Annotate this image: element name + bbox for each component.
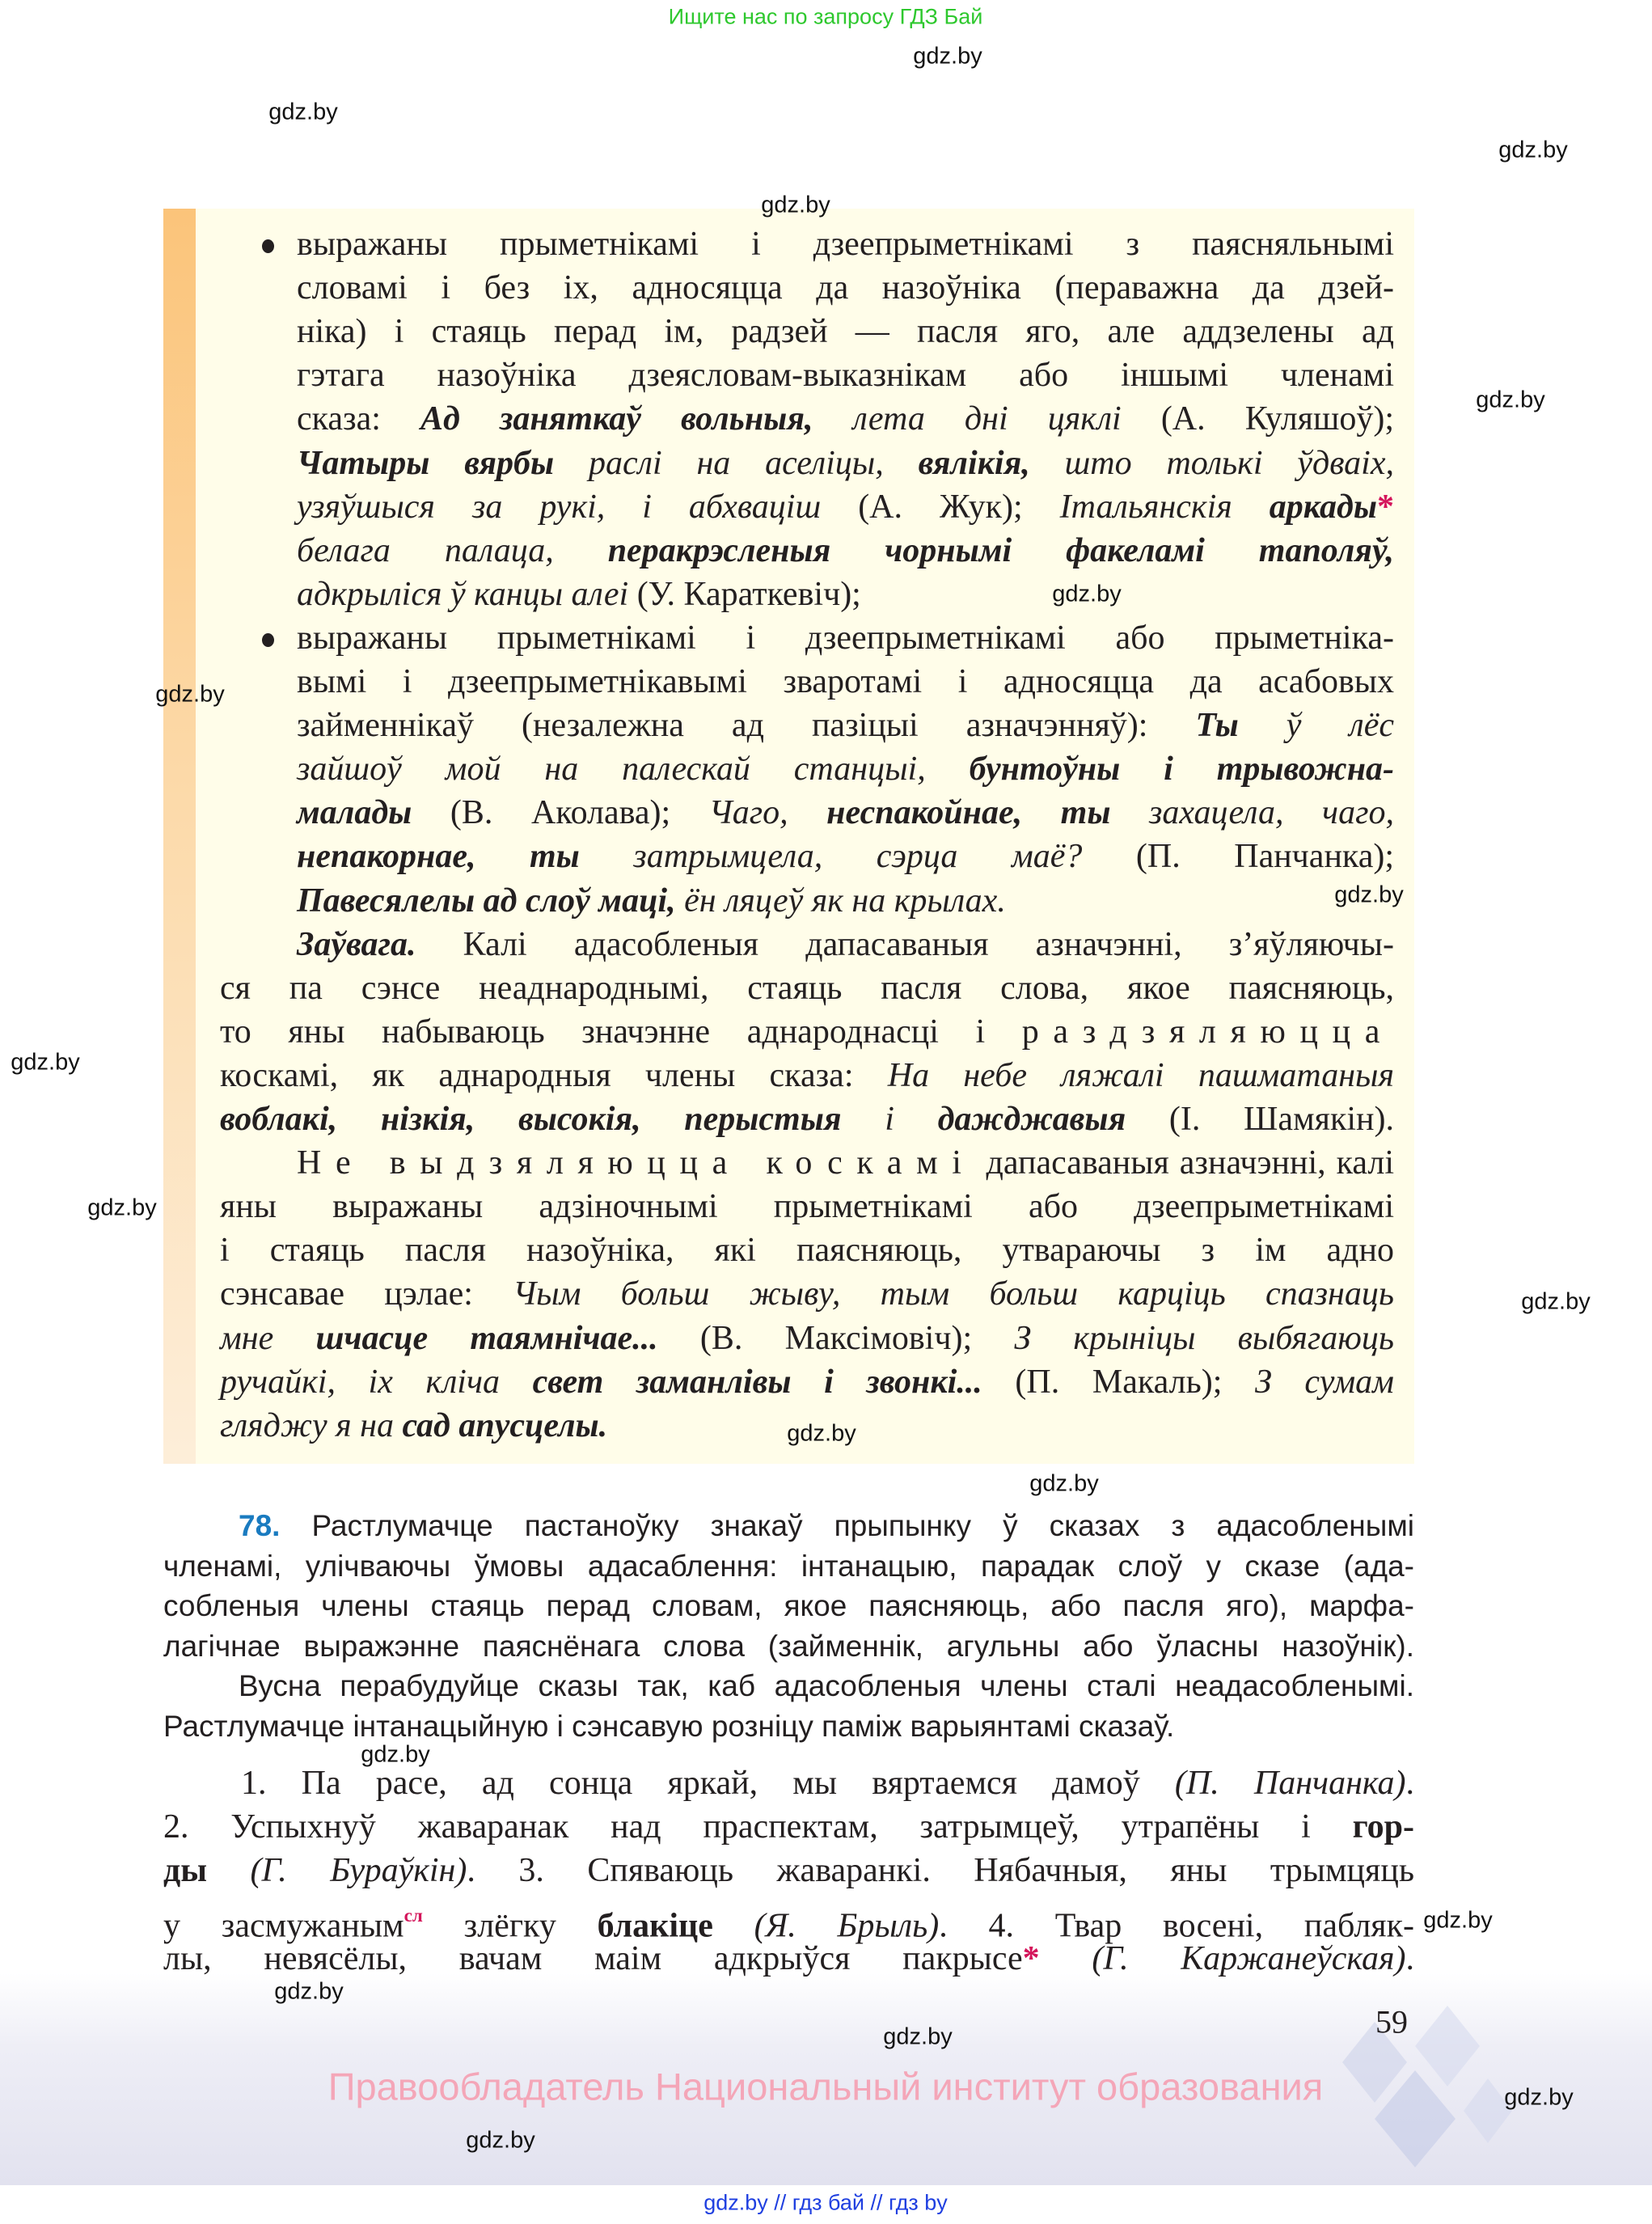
text-line [220,1185,1394,1228]
text-segment: зайшоў мой на палескай станцыі, [297,750,970,789]
text-segment: яны выражаны адзіночнымі прыметнікамі або дзеепрыметнікамі [220,1188,1394,1226]
text-segment: то яны набываюць значэнне аднароднасці і [220,1013,1022,1051]
gdz-watermark: gdz.by [11,1049,80,1076]
text-segment: коскамі, як аднародныя члены сказа: [220,1056,888,1094]
gdz-watermark: gdz.by [155,681,225,708]
gdz-watermark: gdz.by [1476,387,1545,413]
text-line [297,747,1394,791]
text-line [297,573,1394,616]
text-line [163,1706,1414,1747]
text-line [297,923,1394,966]
text-segment: раслі на аселіцы, [554,444,919,482]
gdz-watermark: gdz.by [268,99,338,125]
rule-box-accent-strip [163,209,196,1464]
gdz-watermark: gdz.by [913,43,982,70]
bullet-icon [262,633,274,647]
text-segment: З сумам [1255,1363,1394,1401]
text-segment: ся па сэнсе неаднароднымі, стаяць пасля слова, якое паясняюць, [220,969,1394,1007]
text-segment: выражаны прыметнікамі і дзеепрыметнікамі з паясняльнымі [297,226,1394,263]
text-segment: сказа: [297,400,421,438]
text-segment: (У. Караткевіч); [628,575,861,613]
text-segment: непакорнае, ты [297,838,580,876]
text-line [163,1893,1414,1945]
text-segment: воблакі, нізкія, высокія, перыстыя [220,1101,842,1138]
text-line [163,1937,1414,1981]
text-segment: бунтоўны і трывожна- [969,750,1394,789]
text-segment: вялікія, [918,444,1030,482]
decorative-diamonds-icon [1310,1998,1520,2184]
text-segment: перакрэсленыя чорнымі факеламі таполяў, [607,531,1394,569]
text-segment: Італьянскія [1059,488,1270,526]
text-line [239,1506,1414,1546]
gdz-watermark: gdz.by [1029,1470,1099,1497]
asterisk-mark: * [1022,1939,1040,1977]
text-line [297,835,1394,878]
text-segment: займеннікаў (незалежна ад пазіцыі азначэнняў): [297,707,1196,745]
text-line [297,529,1394,573]
gdz-watermark: gdz.by [1504,2084,1574,2111]
text-segment: у засмужаным [163,1907,404,1945]
text-line [163,1546,1414,1587]
text-line [297,442,1394,485]
text-line [220,1228,1394,1272]
text-segment: вымі і дзеепрыметнікавымі зваротамі і адносяцца да асабовых [297,663,1394,700]
text-segment: Ад заняткаў вольныя, [420,400,813,438]
text-segment: ручайкі, іх кліча [220,1363,533,1401]
text-line [297,485,1394,529]
text-line [220,1272,1394,1316]
text-segment: затрымцела, сэрца маё? [579,838,1083,876]
text-segment: Чым больш жыву, тым больш карціць спазнаць [513,1275,1394,1313]
asterisk-mark: * [1377,488,1394,526]
text-segment: 1. Па расе, ад сонца яркай, мы вяртаемся дамоў [241,1765,1175,1802]
text-segment: . 3. Спяваюць жаваранкі. Нябачныя, яны трымцяць [467,1852,1414,1890]
text-segment: членамі, улічваючы ўмовы адасаблення: інтанацыю, парадак слоў у сказе (ада- [163,1549,1414,1583]
gdz-watermark: gdz.by [1423,1907,1493,1934]
text-segment: узяўшыся за рукі, і абхваціш [297,488,822,526]
text-segment: (Г. Каржанеўская) [1039,1939,1406,1977]
text-segment: ў лёс [1238,707,1394,745]
text-segment: неспакойнае, ты [826,794,1111,832]
text-segment: (П. Панчанка); [1082,838,1394,876]
text-segment: Павесялелы ад слоў маці, [297,882,676,920]
bullet-icon [262,239,274,253]
text-segment: Не выдзяляюцца коскамі [297,1144,976,1182]
gdz-watermark: gdz.by [1334,882,1404,908]
text-line [297,266,1394,310]
text-segment: З крыніцы выбягаюць [1014,1319,1394,1357]
text-segment: лагічнае выражэнне паяснёнага слова (займеннік, агульны або ўласны назоўнік). [163,1629,1414,1663]
text-line [297,1141,1394,1185]
text-line [163,1626,1414,1667]
text-line [297,353,1394,397]
text-line [297,222,1394,266]
text-segment: собленыя члены стаяць перад словам, якое паясняюць, або пасля яго), марфа- [163,1589,1414,1622]
gdz-watermark: gdz.by [466,2127,535,2154]
gdz-watermark: gdz.by [1498,137,1568,163]
text-segment: (А. Жук); [821,488,1060,526]
text-line [163,1586,1414,1626]
text-segment: гляджу я на [220,1406,403,1444]
search-hint: Ищите нас по запросу ГДЗ Бай [668,4,983,29]
text-segment: адкрыліся ў канцы алеі [297,575,629,613]
text-line [297,660,1394,704]
text-segment: (А. Куляшоў); [1121,400,1394,438]
text-segment: Чатыры вярбы [297,444,555,482]
text-segment: (Г. Бураўкін) [207,1852,467,1890]
text-segment: . [1405,1939,1414,1977]
text-line [220,1360,1394,1404]
text-line [163,1805,1414,1849]
gdz-watermark: gdz.by [1052,581,1122,607]
text-segment: ніка) і стаяць перад ім, радзей — пасля яго, але аддзелены ад [297,313,1394,351]
text-line [297,791,1394,835]
text-line [297,879,1394,923]
text-line [297,704,1394,747]
text-segment: словамі і без іх, адносяцца да назоўніка (пераважна да дзей- [297,269,1394,307]
text-segment: (Я. Брыль) [712,1907,940,1945]
text-line [220,1054,1394,1097]
text-segment: раздзяляюцца [1021,1013,1394,1051]
text-segment: мне [220,1319,316,1357]
text-segment: ды [163,1852,208,1890]
gdz-watermark: gdz.by [274,1978,344,2005]
text-segment: Заўвага. [297,925,416,963]
text-segment: (В. Аколава); [412,794,709,832]
text-line [220,1317,1394,1360]
text-segment: лы, невясёлы, вачам маім адкрыўся пакрысе [163,1939,1023,1977]
footer-links[interactable]: gdz.by // гдз бай // гдз by [703,2190,948,2215]
text-segment: ён ляцеў як на крылах. [675,882,1006,920]
text-segment: Растлумачце пастаноўку знакаў прыпынку ў сказах з адасобленымі [280,1509,1414,1542]
text-line [297,616,1394,660]
text-segment: і стаяць пасля назоўніка, які паясняюць, утвараючы з ім адно [220,1232,1394,1270]
text-segment: (В. Максімовіч); [657,1319,1015,1357]
page-number: 59 [1375,2003,1408,2040]
text-segment: . 4. Твар восені, пабляк- [939,1907,1414,1945]
text-segment: дапасаваныя азначэнні, калі [975,1144,1394,1182]
text-segment: дажджавыя [937,1101,1126,1138]
text-segment: захацела, чаго, [1110,794,1394,832]
text-segment: На небе ляжалі пашматаныя [887,1056,1394,1094]
gdz-watermark: gdz.by [883,2023,953,2050]
text-segment: блакіце [597,1907,713,1945]
text-segment: Калі адасобленыя дапасаваныя азначэнні, з’яўляючы- [416,925,1394,963]
gdz-watermark: gdz.by [87,1194,157,1221]
text-segment: Чаго, [708,794,827,832]
text-segment: малады [297,794,412,832]
text-segment: (І. Шамякін). [1126,1101,1395,1138]
gdz-watermark: gdz.by [787,1420,856,1447]
text-line [220,966,1394,1010]
gdz-watermark: gdz.by [761,192,830,218]
text-segment: (П. Макаль); [982,1363,1256,1401]
text-segment: свет заманлівы і звонкі... [532,1363,982,1401]
rights-holder-watermark: Правообладатель Национальный институт образования [327,2065,1324,2108]
text-segment: Ты [1195,707,1239,745]
superscript-mark: сл [403,1904,423,1926]
text-line [220,1010,1394,1054]
text-segment: аркады [1269,488,1377,526]
exercise-number: 78. [239,1509,281,1542]
text-segment: гор- [1352,1808,1414,1846]
text-line [297,310,1394,353]
text-segment: што толькі ўдваіх, [1029,444,1394,482]
text-line [239,1666,1414,1706]
text-line [220,1097,1394,1141]
text-segment: злёгку [422,1907,598,1945]
gdz-watermark: gdz.by [361,1741,430,1768]
text-segment: выражаны прыметнікамі і дзеепрыметнікамі або прыметніка- [297,619,1394,657]
text-line [297,397,1394,441]
text-segment: сад апусцелы. [402,1406,608,1444]
text-segment: Растлумачце інтанацыйную і сэнсавую розніцу паміж варыянтамі сказаў. [163,1709,1175,1743]
text-segment: Вусна перабудуйце сказы так, каб адасобленыя члены сталі неадасобленымі. [239,1669,1414,1702]
text-segment: і [841,1101,938,1138]
text-segment: (П. Панчанка) [1174,1765,1406,1802]
text-segment: лета дні цяклі [813,400,1122,438]
text-segment: шчасце таямнічае... [315,1319,658,1357]
gdz-watermark: gdz.by [1521,1288,1591,1315]
text-segment: белага палаца, [297,531,608,569]
text-line [163,1849,1414,1892]
text-segment: . [1405,1765,1414,1802]
text-segment: сэнсавае цэлае: [220,1275,513,1313]
text-segment: 2. Успыхнуў жаваранак над праспектам, затрымцеў, утрапёны і [163,1808,1353,1846]
text-segment: гэтага назоўніка дзеясловам-выказнікам або іншымі членамі [297,357,1394,395]
